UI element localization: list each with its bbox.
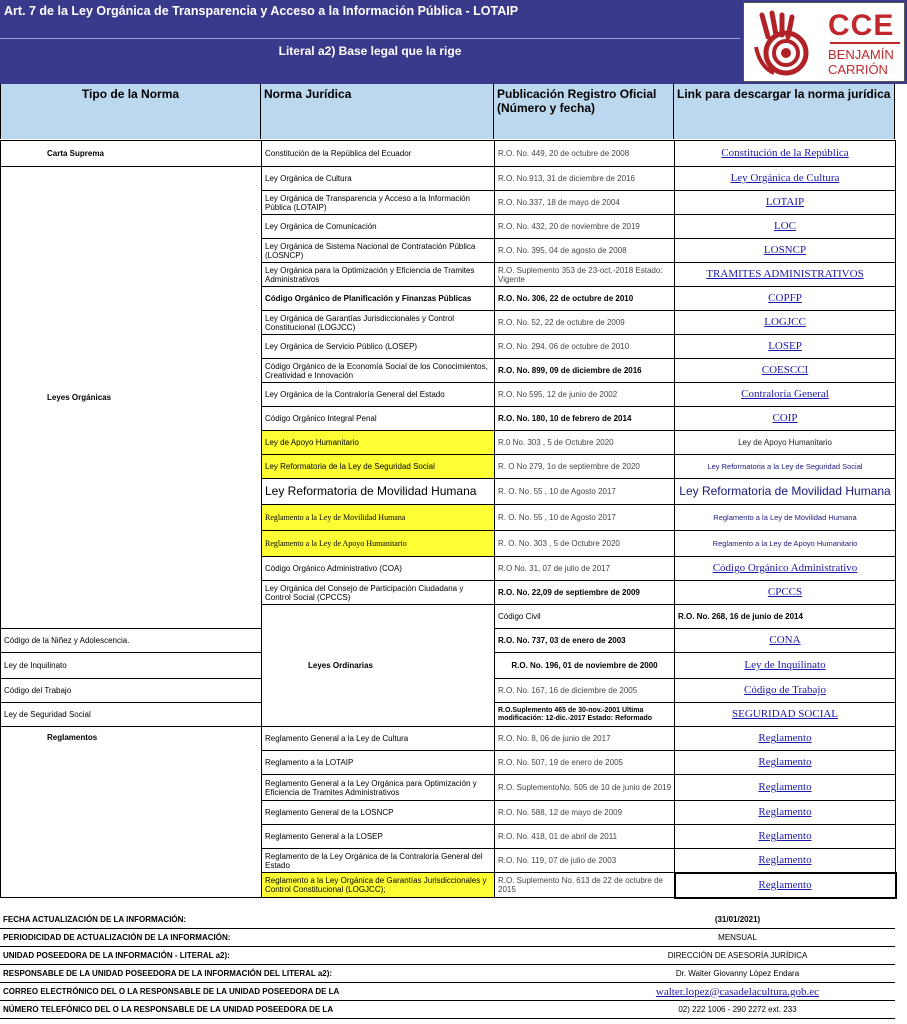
download-link[interactable]: Reglamento <box>675 775 896 801</box>
publicacion-cell: R.0 No. 303 , 5 de Octubre 2020 <box>495 431 675 455</box>
download-link[interactable]: Contraloría General <box>675 383 896 407</box>
publicacion-cell: R. O. No. 55 , 10 de Agosto 2017 <box>495 479 675 505</box>
footer-label: CORREO ELECTRÓNICO DEL O LA RESPONSABLE DE LA UNIDAD POSEEDORA DE LA <box>0 983 580 1001</box>
publicacion-cell: R.O. No. 167, 16 de diciembre de 2005 <box>495 679 675 703</box>
norma-cell: Ley Orgánica del Consejo de Participación Ciudadana y Control Social (CPCCS) <box>262 581 495 605</box>
base-legal-table <box>0 140 896 899</box>
logo-name <box>828 47 894 77</box>
download-link[interactable]: LOTAIP <box>675 191 896 215</box>
download-link[interactable]: Ley Orgánica de Cultura <box>675 167 896 191</box>
footer-value: Dr. Walter Giovanny López Endara <box>580 965 895 983</box>
column-header-tipo: Tipo de la Norma <box>0 84 261 139</box>
table-row <box>1 167 896 191</box>
cce-logo-icon <box>748 7 820 79</box>
download-link[interactable]: CPCCS <box>675 581 896 605</box>
publicacion-cell: R. O No 279, 1o de septiembre de 2020 <box>495 455 675 479</box>
publicacion-cell: R.O. No. 588, 12 de mayo de 2009 <box>495 801 675 825</box>
norma-cell: Ley de Inquilinato <box>1 653 262 679</box>
download-link[interactable]: Constitución de la República <box>675 141 896 167</box>
publicacion-cell: R.O. No 595, 12 de junio de 2002 <box>495 383 675 407</box>
footer-row <box>0 929 895 947</box>
norma-cell: Constitución de la República del Ecuador <box>262 141 495 167</box>
download-link[interactable]: Reglamento <box>675 801 896 825</box>
logo-name-line1: BENJAMÍN <box>828 47 894 62</box>
footer-row <box>0 965 895 983</box>
norma-cell: Ley Orgánica de Cultura <box>262 167 495 191</box>
norma-cell: Ley de Seguridad Social <box>1 703 262 727</box>
cce-logo <box>743 2 905 82</box>
norma-cell: Reglamento General a la Ley de Cultura <box>262 727 495 751</box>
download-link[interactable]: Ley Reformatoria a la Ley de Seguridad Social <box>675 455 896 479</box>
column-header-norma: Norma Jurídica <box>261 84 494 139</box>
download-link[interactable]: Reglamento <box>675 873 896 898</box>
download-link[interactable]: Ley Reformatoria de Movilidad Humana <box>675 479 896 505</box>
publicacion-cell: R.O No. 31, 07 de julio de 2017 <box>495 557 675 581</box>
norma-cell: Código Orgánico Integral Penal <box>262 407 495 431</box>
group-leyes-ordinarias: Leyes Ordinarias <box>262 605 495 727</box>
page-header <box>0 0 907 84</box>
footer-label: PERIODICIDAD DE ACTUALIZACIÓN DE LA INFORMACIÓN: <box>0 929 580 947</box>
download-link[interactable]: Reglamento <box>675 751 896 775</box>
footer-row <box>0 983 895 1001</box>
publicacion-cell: R.O. No. 52, 22 de octubre de 2009 <box>495 311 675 335</box>
footer-row <box>0 911 895 929</box>
footer-value: 02) 222 1006 - 290 2272 ext. 233 <box>580 1001 895 1019</box>
norma-cell: Ley Orgánica de Servicio Público (LOSEP) <box>262 335 495 359</box>
norma-cell: Reglamento a la Ley de Movilidad Humana <box>262 505 495 531</box>
norma-cell: Reglamento General de la LOSNCP <box>262 801 495 825</box>
norma-cell: Ley Reformatoria de Movilidad Humana <box>262 479 495 505</box>
table-row <box>1 727 896 751</box>
footer-row <box>0 947 895 965</box>
footer-row <box>0 1001 895 1019</box>
download-link[interactable]: Reglamento a la Ley de Apoyo Humanitario <box>675 531 896 557</box>
logo-underline <box>830 42 900 44</box>
publicacion-cell: R.O. No. 8, 06 de junio de 2017 <box>495 727 675 751</box>
norma-cell: Código Orgánico de la Economía Social de los Conocimientos, Creatividad e Innovación <box>262 359 495 383</box>
download-link[interactable]: LOGJCC <box>675 311 896 335</box>
page-subtitle: Literal a2) Base legal que la rige <box>278 44 462 58</box>
norma-cell: Código de la Niñez y Adolescencia. <box>1 629 262 653</box>
logo-name-line2: CARRIÓN <box>828 62 888 77</box>
publicacion-cell: R.O.Suplemento 465 de 30-nov.-2001 Ultima modificación: 12-dic.-2017 Estado: Reformado <box>495 703 675 727</box>
download-link[interactable]: Ley de Inquilinato <box>675 653 896 679</box>
norma-cell: Reglamento General a la LOSEP <box>262 825 495 849</box>
publicacion-cell: R.O. No. 737, 03 de enero de 2003 <box>495 629 675 653</box>
page-title: Art. 7 de la Ley Orgánica de Transparencia y Acceso a la Información Pública - LOTAIP <box>4 4 519 18</box>
norma-cell: Ley Orgánica de la Contraloría General del Estado <box>262 383 495 407</box>
download-link[interactable]: Código de Trabajo <box>675 679 896 703</box>
publicacion-cell: R.O. Suplemento 353 de 23-oct.-2018 Estado: Vigente <box>495 263 675 287</box>
group-reglamentos: Reglamentos <box>1 727 262 898</box>
publicacion-cell: R.O. No. 899, 09 de diciembre de 2016 <box>495 359 675 383</box>
footer-info-table <box>0 911 895 1019</box>
norma-cell: Ley Orgánica de Garantías Jurisdiccionales y Control Constitucional (LOGJCC) <box>262 311 495 335</box>
footer-value: DIRECCIÓN DE ASESORÍA JURÍDICA <box>580 947 895 965</box>
publicacion-cell: R.O. No. 418, 01 de abril de 2011 <box>495 825 675 849</box>
norma-cell: Ley Orgánica de Sistema Nacional de Contratación Pública (LOSNCP) <box>262 239 495 263</box>
publicacion-cell: R.O. No. 395, 04 de agosto de 2008 <box>495 239 675 263</box>
footer-label: FECHA ACTUALIZACIÓN DE LA INFORMACIÓN: <box>0 911 580 929</box>
download-link[interactable]: COESCCI <box>675 359 896 383</box>
download-link[interactable]: Reglamento <box>675 727 896 751</box>
download-link[interactable]: COIP <box>675 407 896 431</box>
footer-value: (31/01/2021) <box>580 911 895 929</box>
footer-label: UNIDAD POSEEDORA DE LA INFORMACIÓN - LITERAL a2): <box>0 947 580 965</box>
footer-label: NÚMERO TELEFÓNICO DEL O LA RESPONSABLE DE LA UNIDAD POSEEDORA DE LA <box>0 1001 580 1019</box>
column-header-publicacion: Publicación Registro Oficial (Número y fecha) <box>494 84 674 139</box>
publicacion-cell: R. O. No. 55 , 10 de Agosto 2017 <box>495 505 675 531</box>
norma-cell: Ley Orgánica para la Optimización y Eficiencia de Tramites Administrativos <box>262 263 495 287</box>
norma-cell: Reglamento a la LOTAIP <box>262 751 495 775</box>
norma-cell: Reglamento General a la Ley Orgánica para Optimización y Eficiencia de Tramites Administrativos <box>262 775 495 801</box>
publicacion-cell: R.O. SuplementoNo. 505 de 10 de junio de 2019 <box>495 775 675 801</box>
publicacion-cell: R.O. No. 449, 20 de octubre de 2008 <box>495 141 675 167</box>
email-link[interactable]: walter.lopez@casadelacultura.gob.ec <box>580 983 895 1001</box>
publicacion-cell: R.O. No. 507, 19 de enero de 2005 <box>495 751 675 775</box>
norma-cell: Reglamento de la Ley Orgánica de la Contraloría General del Estado <box>262 849 495 873</box>
download-link[interactable]: Reglamento <box>675 849 896 873</box>
norma-cell: Código Orgánico Administrativo (COA) <box>262 557 495 581</box>
publicacion-cell: R.O. No. 268, 16 de junio de 2014 <box>675 605 896 629</box>
publicacion-cell: R.O. No. 306, 22 de octubre de 2010 <box>495 287 675 311</box>
publicacion-cell: R.O. No. 294, 06 de octubre de 2010 <box>495 335 675 359</box>
column-header-link: Link para descargar la norma jurídica <box>674 84 895 139</box>
norma-cell: Código del Trabajo <box>1 679 262 703</box>
publicacion-cell: R.O. Suplemento No. 613 de 22 de octubre de 2015 <box>495 873 675 898</box>
publicacion-cell: R. O. No. 303 , 5 de Octubre 2020 <box>495 531 675 557</box>
norma-cell: Ley Orgánica de Comunicación <box>262 215 495 239</box>
download-link[interactable]: CONA <box>675 629 896 653</box>
footer-label: RESPONSABLE DE LA UNIDAD POSEEDORA DE LA INFORMACIÓN DEL LITERAL a2): <box>0 965 580 983</box>
publicacion-cell: R.O. No. 119, 07 de julio de 2003 <box>495 849 675 873</box>
table-row <box>1 141 896 167</box>
download-link[interactable]: TRAMITES ADMINISTRATIVOS <box>675 263 896 287</box>
logo-acronym: CCE <box>828 9 895 42</box>
download-link[interactable]: Reglamento <box>675 825 896 849</box>
norma-cell: Reglamento a la Ley de Apoyo Humanitario <box>262 531 495 557</box>
group-leyes-organicas: Leyes Orgánicas <box>1 167 262 629</box>
publicacion-cell: R.O. No. 22,09 de septiembre de 2009 <box>495 581 675 605</box>
download-link[interactable]: LOSNCP <box>675 239 896 263</box>
norma-cell: Ley Reformatoria de la Ley de Seguridad Social <box>262 455 495 479</box>
download-link[interactable]: COPFP <box>675 287 896 311</box>
norma-cell: Código Orgánico de Planificación y Finanzas Públicas <box>262 287 495 311</box>
group-carta-suprema: Carta Suprema <box>1 141 262 167</box>
publicacion-cell: R.O. No. 432, 20 de noviembre de 2019 <box>495 215 675 239</box>
footer-value: MENSUAL <box>580 929 895 947</box>
norma-cell: Reglamento a la Ley Orgánica de Garantías Jurisdiccionales y Control Constitucional (LOGJCC); <box>262 873 495 898</box>
publicacion-cell: R.O. No.913, 31 de diciembre de 2016 <box>495 167 675 191</box>
publicacion-cell: R.O. No. 196, 01 de noviembre de 2000 <box>495 653 675 679</box>
download-link[interactable]: Código Orgánico Administrativo <box>675 557 896 581</box>
download-link[interactable]: Ley de Apoyo Humanitario <box>675 431 896 455</box>
norma-cell: Ley Orgánica de Transparencia y Acceso a la Información Pública (LOTAIP) <box>262 191 495 215</box>
download-link[interactable]: SEGURIDAD SOCIAL <box>675 703 896 727</box>
header-divider <box>0 38 740 39</box>
norma-cell: Ley de Apoyo Humanitario <box>262 431 495 455</box>
download-link[interactable]: Reglamento a la Ley de Movilidad Humana <box>675 505 896 531</box>
publicacion-cell: R.O. No. 180, 10 de febrero de 2014 <box>495 407 675 431</box>
norma-cell: Código Civil <box>495 605 675 629</box>
download-link[interactable]: LOC <box>675 215 896 239</box>
publicacion-cell: R.O. No.337, 18 de mayo de 2004 <box>495 191 675 215</box>
download-link[interactable]: LOSEP <box>675 335 896 359</box>
